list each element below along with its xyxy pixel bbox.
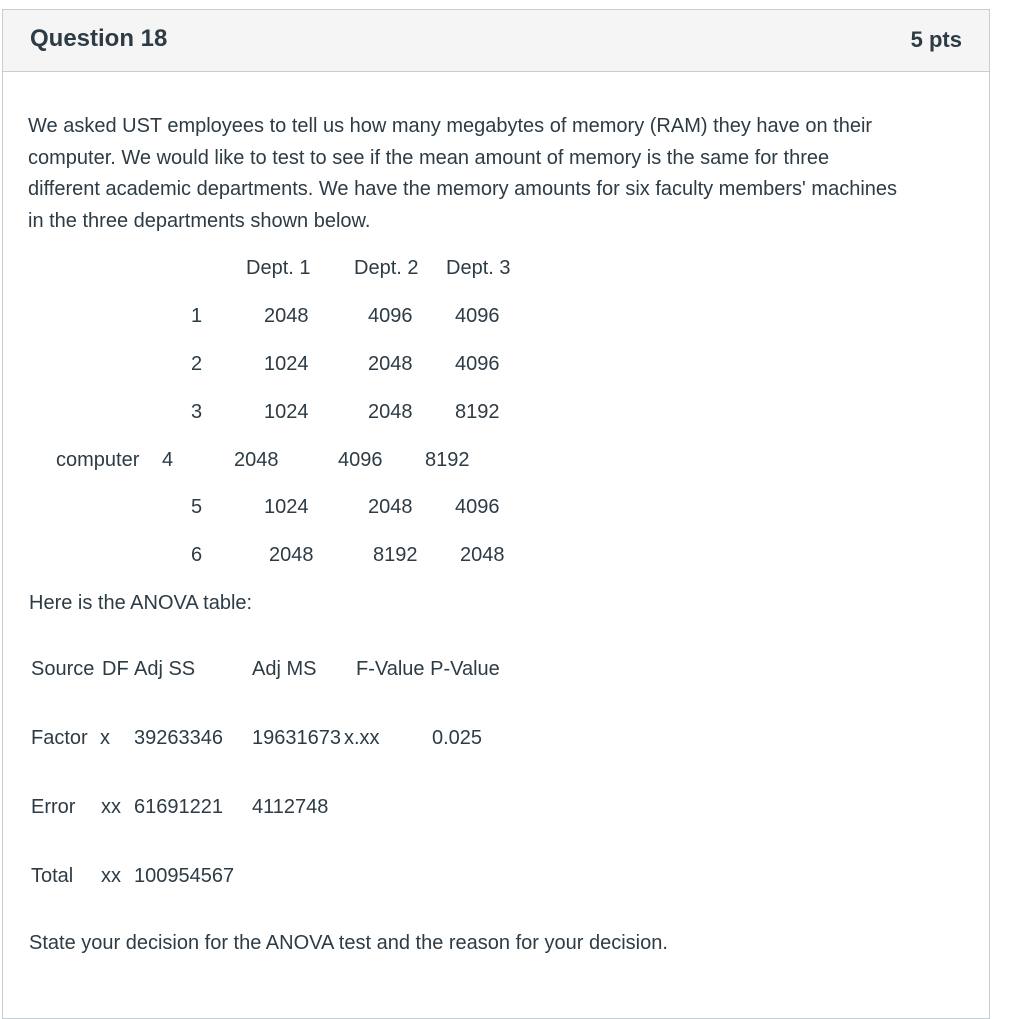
- anova-header-fp: F-Value P-Value: [356, 658, 500, 680]
- anova-total-df: xx: [101, 865, 121, 887]
- table-cell: 1024: [264, 401, 309, 423]
- row-label: 4: [162, 449, 174, 471]
- question-intro: [28, 111, 958, 237]
- row-label: 3: [191, 401, 203, 423]
- table-cell: 2048: [460, 544, 505, 566]
- table-cell: 4096: [368, 305, 413, 327]
- anova-error-df: xx: [101, 796, 121, 818]
- row-prefix: computer: [56, 449, 140, 471]
- anova-factor-p: 0.025: [432, 727, 483, 749]
- table-cell: 2048: [269, 544, 314, 566]
- question-prompt: State your decision for the ANOVA test and the reason for your decision.: [29, 932, 668, 954]
- question-title: Question 18: [30, 25, 168, 52]
- table-cell: 4096: [455, 353, 500, 375]
- table-header-dept1: Dept. 1: [246, 257, 311, 279]
- table-cell: 4096: [455, 305, 500, 327]
- intro-line: We asked UST employees to tell us how many megabytes of memory (RAM) they have on their: [28, 115, 873, 137]
- intro-line: computer. We would like to test to see if the mean amount of memory is the same for three: [28, 146, 830, 169]
- table-cell: 8192: [425, 449, 470, 471]
- table-cell: 2048: [264, 305, 309, 327]
- row-label: 1: [191, 305, 203, 327]
- anova-header-source: Source: [31, 658, 95, 680]
- table-cell: 2048: [368, 496, 413, 518]
- table-cell: 1024: [264, 496, 309, 518]
- anova-total-ss: 100954567: [134, 865, 235, 887]
- anova-intro: Here is the ANOVA table:: [29, 592, 253, 614]
- table-cell: 2048: [368, 353, 413, 375]
- table-cell: 8192: [373, 544, 418, 566]
- table-cell: 8192: [455, 401, 500, 423]
- intro-line: in the three departments shown below.: [28, 209, 371, 232]
- intro-line: different academic departments. We have the memory amounts for six faculty members' machines: [28, 178, 898, 200]
- anova-factor-df: x: [100, 727, 110, 749]
- question-header: [3, 10, 989, 72]
- anova-factor-f: x.xx: [344, 727, 380, 749]
- anova-factor-ms: 19631673: [252, 727, 341, 749]
- anova-total-source: Total: [31, 865, 74, 887]
- table-cell: 4096: [455, 496, 500, 518]
- table-cell: 1024: [264, 353, 309, 375]
- anova-factor-ss: 39263346: [134, 727, 223, 749]
- anova-error-ss: 61691221: [134, 796, 223, 818]
- table-cell: 4096: [338, 449, 383, 471]
- anova-error-source: Error: [31, 796, 76, 818]
- table-cell: 2048: [234, 449, 279, 471]
- anova-error-ms: 4112748: [252, 796, 329, 818]
- anova-header-df: DF: [102, 658, 129, 680]
- row-label: 6: [191, 544, 203, 566]
- anova-factor-source: Factor: [31, 727, 88, 749]
- anova-header-ms: Adj MS: [252, 658, 317, 680]
- table-header-dept2: Dept. 2: [354, 257, 419, 279]
- table-cell: 2048: [368, 401, 413, 423]
- table-header-dept3: Dept. 3: [446, 257, 511, 279]
- question-points: 5 pts: [910, 27, 962, 52]
- row-label: 2: [191, 353, 203, 375]
- anova-header-ss: Adj SS: [134, 658, 196, 680]
- row-label: 5: [191, 496, 203, 518]
